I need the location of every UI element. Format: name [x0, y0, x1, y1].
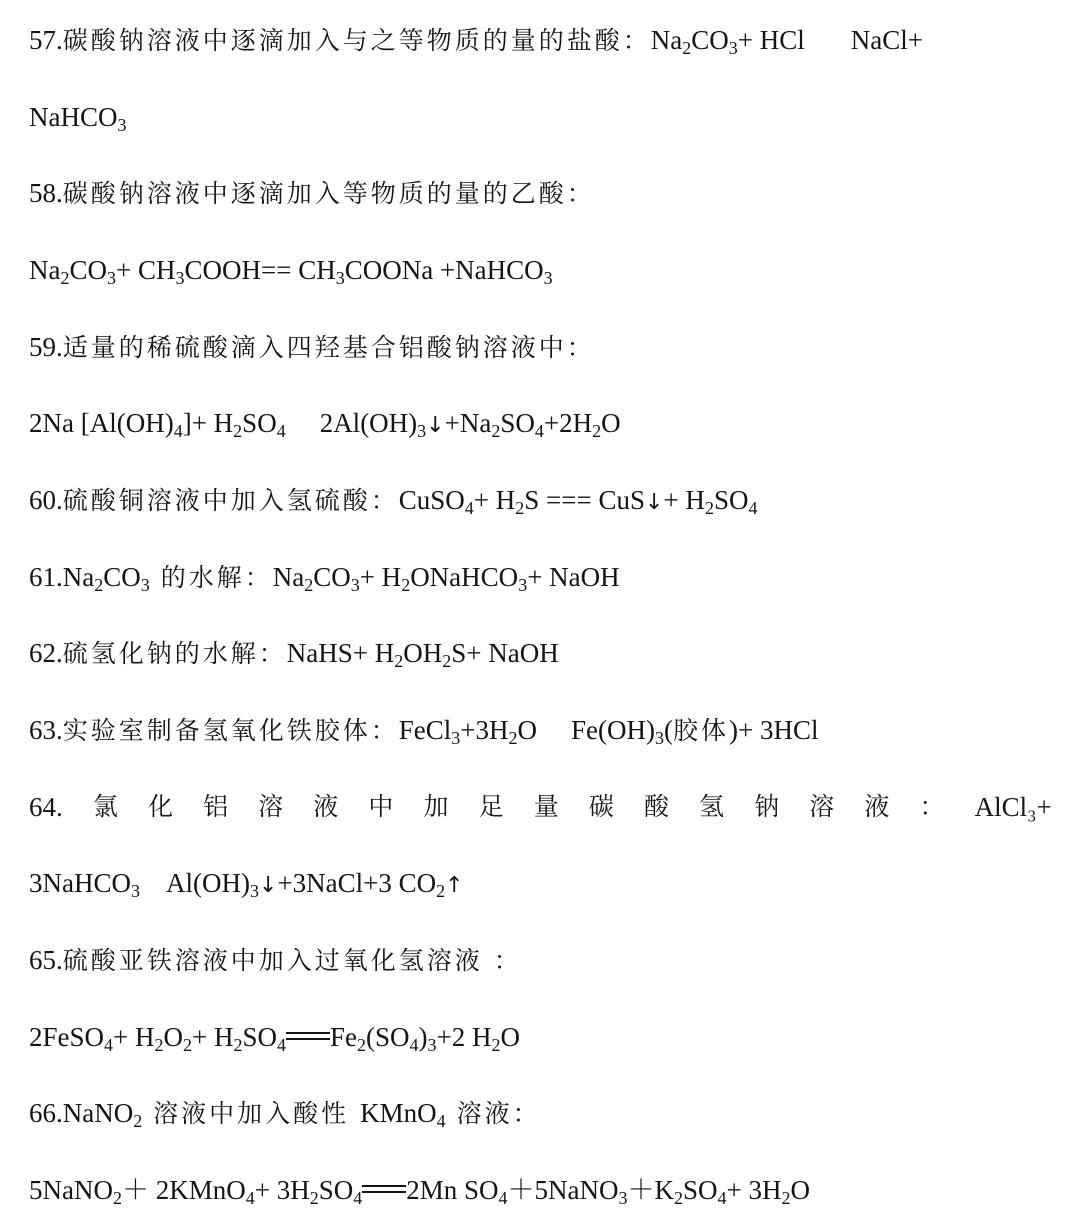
formula-text: 63. [29, 715, 63, 745]
precipitate-arrow-down-icon: ↓ [426, 413, 445, 438]
formula-text: NaCl+ [850, 25, 923, 55]
formula-text: O [163, 1022, 183, 1052]
description-text: 量 [533, 792, 559, 821]
formula-text: 5NaNO [29, 1175, 113, 1205]
subscript: 2 [704, 498, 714, 518]
formula-text: CO [691, 25, 729, 55]
formula-text: +3H [460, 715, 509, 745]
subscript: 2 [436, 881, 446, 901]
description-text: 碳酸钠溶液中逐滴加入等物质的量的乙酸： [62, 179, 595, 208]
description-text: 溶 [258, 792, 284, 821]
description-text: 硫氢化钠的水解： [62, 639, 287, 668]
equation-line-57-eq [29, 97, 1052, 137]
equation-line-66-eq [29, 1170, 1052, 1210]
description-text: 硫酸亚铁溶液中加入过氧化氢溶液 ： [62, 946, 522, 975]
formula-text: SO [500, 408, 535, 438]
subscript: 2 [674, 1188, 684, 1208]
formula-text: ＋ 2KMnO [121, 1175, 246, 1205]
formula-text: 58. [29, 178, 63, 208]
formula-text: + H [663, 485, 705, 515]
formula-text: NaHS+ H [286, 638, 395, 668]
subscript: 4 [717, 1188, 727, 1208]
formula-text: 2Al(OH) [319, 408, 418, 438]
subscript: 2 [682, 38, 692, 58]
formula-text: CO [103, 562, 141, 592]
description-text: 化 [147, 792, 173, 821]
equation-line-62 [29, 633, 1052, 673]
formula-text: +2 H [436, 1022, 492, 1052]
description-text: 胶体 [673, 716, 730, 745]
subscript: 2 [592, 421, 602, 441]
formula-text: KMnO [360, 1098, 437, 1128]
subscript: 3 [417, 421, 427, 441]
formula-text: O [500, 1022, 520, 1052]
subscript: 4 [409, 1035, 419, 1055]
description-text: 溶液中加入酸性 [142, 1099, 361, 1128]
subscript: 2 [401, 575, 411, 595]
equals-sign-icon [362, 1185, 406, 1193]
description-text: 氯 [92, 792, 118, 821]
description-text: 硫酸铜溶液中加入氢硫酸： [62, 486, 399, 515]
formula-text: 57. [29, 25, 63, 55]
equation-line-65-desc [29, 940, 1052, 980]
subscript: 4 [534, 421, 544, 441]
precipitate-arrow-down-icon: ↓ [258, 873, 278, 898]
formula-text: 60. [29, 485, 63, 515]
subscript: 3 [249, 881, 259, 901]
formula-text: Na [650, 25, 683, 55]
formula-text: Na [29, 255, 61, 285]
subscript: 4 [748, 498, 758, 518]
equation-line-61 [29, 557, 1052, 597]
subscript: 3 [140, 575, 150, 595]
subscript: 4 [498, 1188, 508, 1208]
description-text: 适量的稀硫酸滴入四羟基合铝酸钠溶液中： [62, 333, 595, 362]
formula-text: 2Na [Al(OH) [29, 408, 174, 438]
formula-text: OH [403, 638, 443, 668]
subscript: 2 [515, 498, 525, 518]
formula-text: ) [418, 1022, 428, 1052]
subscript: 3 [655, 728, 664, 748]
formula-text: SO [242, 1022, 277, 1052]
subscript: 2 [357, 1035, 366, 1055]
formula-text: SO [242, 408, 277, 438]
formula-text: SO [713, 485, 749, 515]
formula-text: ＋K [627, 1175, 675, 1205]
subscript: 3 [451, 728, 461, 748]
formula-text: 61.Na [29, 562, 95, 592]
formula-text: Al(OH) [166, 868, 250, 898]
subscript: 3 [518, 575, 528, 595]
subscript: 2 [309, 1188, 319, 1208]
subscript: 3 [543, 268, 553, 288]
subscript: 4 [464, 498, 474, 518]
subscript: 3 [175, 268, 185, 288]
formula-text: 62. [29, 638, 63, 668]
formula-text: + 3H [254, 1175, 310, 1205]
formula-text: + HCl [737, 25, 805, 55]
description-text: 钠 [754, 792, 780, 821]
formula-text: 64. [29, 792, 63, 822]
formula-text: CuSO [398, 485, 465, 515]
formula-text: SO [683, 1175, 718, 1205]
equation-line-58-desc [29, 173, 1052, 213]
formula-text: COONa +NaHCO [344, 255, 544, 285]
description-text: 溶液： [445, 1099, 541, 1128]
formula-text: ]+ H [182, 408, 234, 438]
equation-line-64-eq [29, 863, 1052, 903]
description-text: ： [919, 792, 945, 821]
subscript: 3 [427, 1035, 437, 1055]
subscript: 3 [350, 575, 360, 595]
formula-text: Fe(OH) [571, 715, 655, 745]
subscript: 4 [245, 1188, 255, 1208]
equation-line-59-desc [29, 327, 1052, 367]
formula-text: CO [69, 255, 107, 285]
equation-line-58-eq [29, 250, 1052, 290]
formula-text: 2FeSO [29, 1022, 105, 1052]
equation-line-66-desc [29, 1093, 1052, 1133]
subscript: 2 [508, 728, 518, 748]
subscript: 4 [104, 1035, 114, 1055]
description-text: 的水解： [149, 563, 273, 592]
description-text: 碳 [588, 792, 614, 821]
subscript: 2 [183, 1035, 192, 1055]
formula-text: 66.NaNO [29, 1098, 134, 1128]
subscript: 3 [107, 268, 116, 288]
formula-text: + H [473, 485, 516, 515]
formula-text: ONaHCO [410, 562, 519, 592]
subscript: 4 [277, 1035, 286, 1055]
formula-text: CO [313, 562, 351, 592]
formula-text: COOH== CH [184, 255, 336, 285]
formula-text: 3NaHCO [29, 868, 131, 898]
precipitate-arrow-down-icon: ↓ [645, 490, 664, 515]
description-text: 液 [864, 792, 890, 821]
subscript: 3 [117, 115, 127, 135]
formula-text: O [517, 715, 538, 745]
subscript: 4 [173, 421, 183, 441]
subscript: 4 [276, 421, 286, 441]
formula-text: 59. [29, 332, 63, 362]
equation-line-59-eq [29, 403, 1052, 443]
description-text: 中 [368, 792, 394, 821]
formula-text: + H [113, 1022, 155, 1052]
subscript: 3 [728, 38, 738, 58]
formula-text: S+ NaOH [451, 638, 559, 668]
gas-arrow-up-icon: ↑ [445, 873, 464, 898]
equation-line-57-desc [29, 20, 1052, 60]
formula-text: S === CuS [524, 485, 646, 515]
formula-text: FeCl [398, 715, 452, 745]
formula-text: +3NaCl+3 CO [277, 868, 437, 898]
description-text: 酸 [643, 792, 669, 821]
formula-text: O [601, 408, 621, 438]
subscript: 2 [94, 575, 104, 595]
description-text: 溶 [809, 792, 835, 821]
subscript: 3 [131, 881, 140, 901]
subscript: 2 [154, 1035, 164, 1055]
subscript: 3 [618, 1188, 628, 1208]
description-text: 液 [313, 792, 339, 821]
description-text: 实验室制备氢氧化铁胶体： [62, 716, 399, 745]
formula-text: NaHCO [29, 102, 118, 132]
equation-line-60 [29, 480, 1052, 520]
formula-text: SO [318, 1175, 354, 1205]
subscript: 2 [233, 421, 243, 441]
description-text: 足 [478, 792, 504, 821]
formula-text: O [790, 1175, 811, 1205]
subscript: 2 [60, 268, 70, 288]
subscript: 2 [491, 1035, 501, 1055]
formula-text: +Na [444, 408, 492, 438]
formula-text: ( [664, 715, 673, 745]
subscript: 2 [394, 651, 404, 671]
subscript: 2 [442, 651, 452, 671]
formula-text: Fe [330, 1022, 357, 1052]
subscript: 2 [304, 575, 314, 595]
formula-text: + H [359, 562, 402, 592]
subscript: 4 [436, 1111, 446, 1131]
formula-text: +2H [543, 408, 593, 438]
formula-text: + H [192, 1022, 234, 1052]
description-text: 氢 [699, 792, 725, 821]
formula-text: ＋5NaNO [507, 1175, 619, 1205]
equals-sign-icon [286, 1032, 330, 1040]
formula-text: AlCl₃+ [974, 792, 1052, 822]
formula-text: (SO [366, 1022, 410, 1052]
subscript: 3 [335, 268, 345, 288]
formula-text: 65. [29, 945, 63, 975]
description-text: 铝 [203, 792, 229, 821]
formula-text: + 3H [726, 1175, 782, 1205]
formula-text: )+ 3HCl [729, 715, 819, 745]
equation-line-63 [29, 710, 1052, 750]
description-text: 碳酸钠溶液中逐滴加入与之等物质的量的盐酸： [62, 26, 651, 55]
formula-text: + NaOH [527, 562, 620, 592]
description-text: 加 [423, 792, 449, 821]
equation-line-65-eq [29, 1017, 1052, 1057]
formula-text: + CH [116, 255, 176, 285]
formula-text: 2Mn SO [406, 1175, 499, 1205]
subscript: 2 [133, 1111, 143, 1131]
formula-text: Na [272, 562, 305, 592]
subscript: 2 [491, 421, 501, 441]
subscript: 2 [233, 1035, 243, 1055]
equation-line-64-desc [29, 787, 1052, 827]
subscript: 2 [112, 1188, 122, 1208]
subscript: 2 [781, 1188, 791, 1208]
subscript: 4 [353, 1188, 363, 1208]
